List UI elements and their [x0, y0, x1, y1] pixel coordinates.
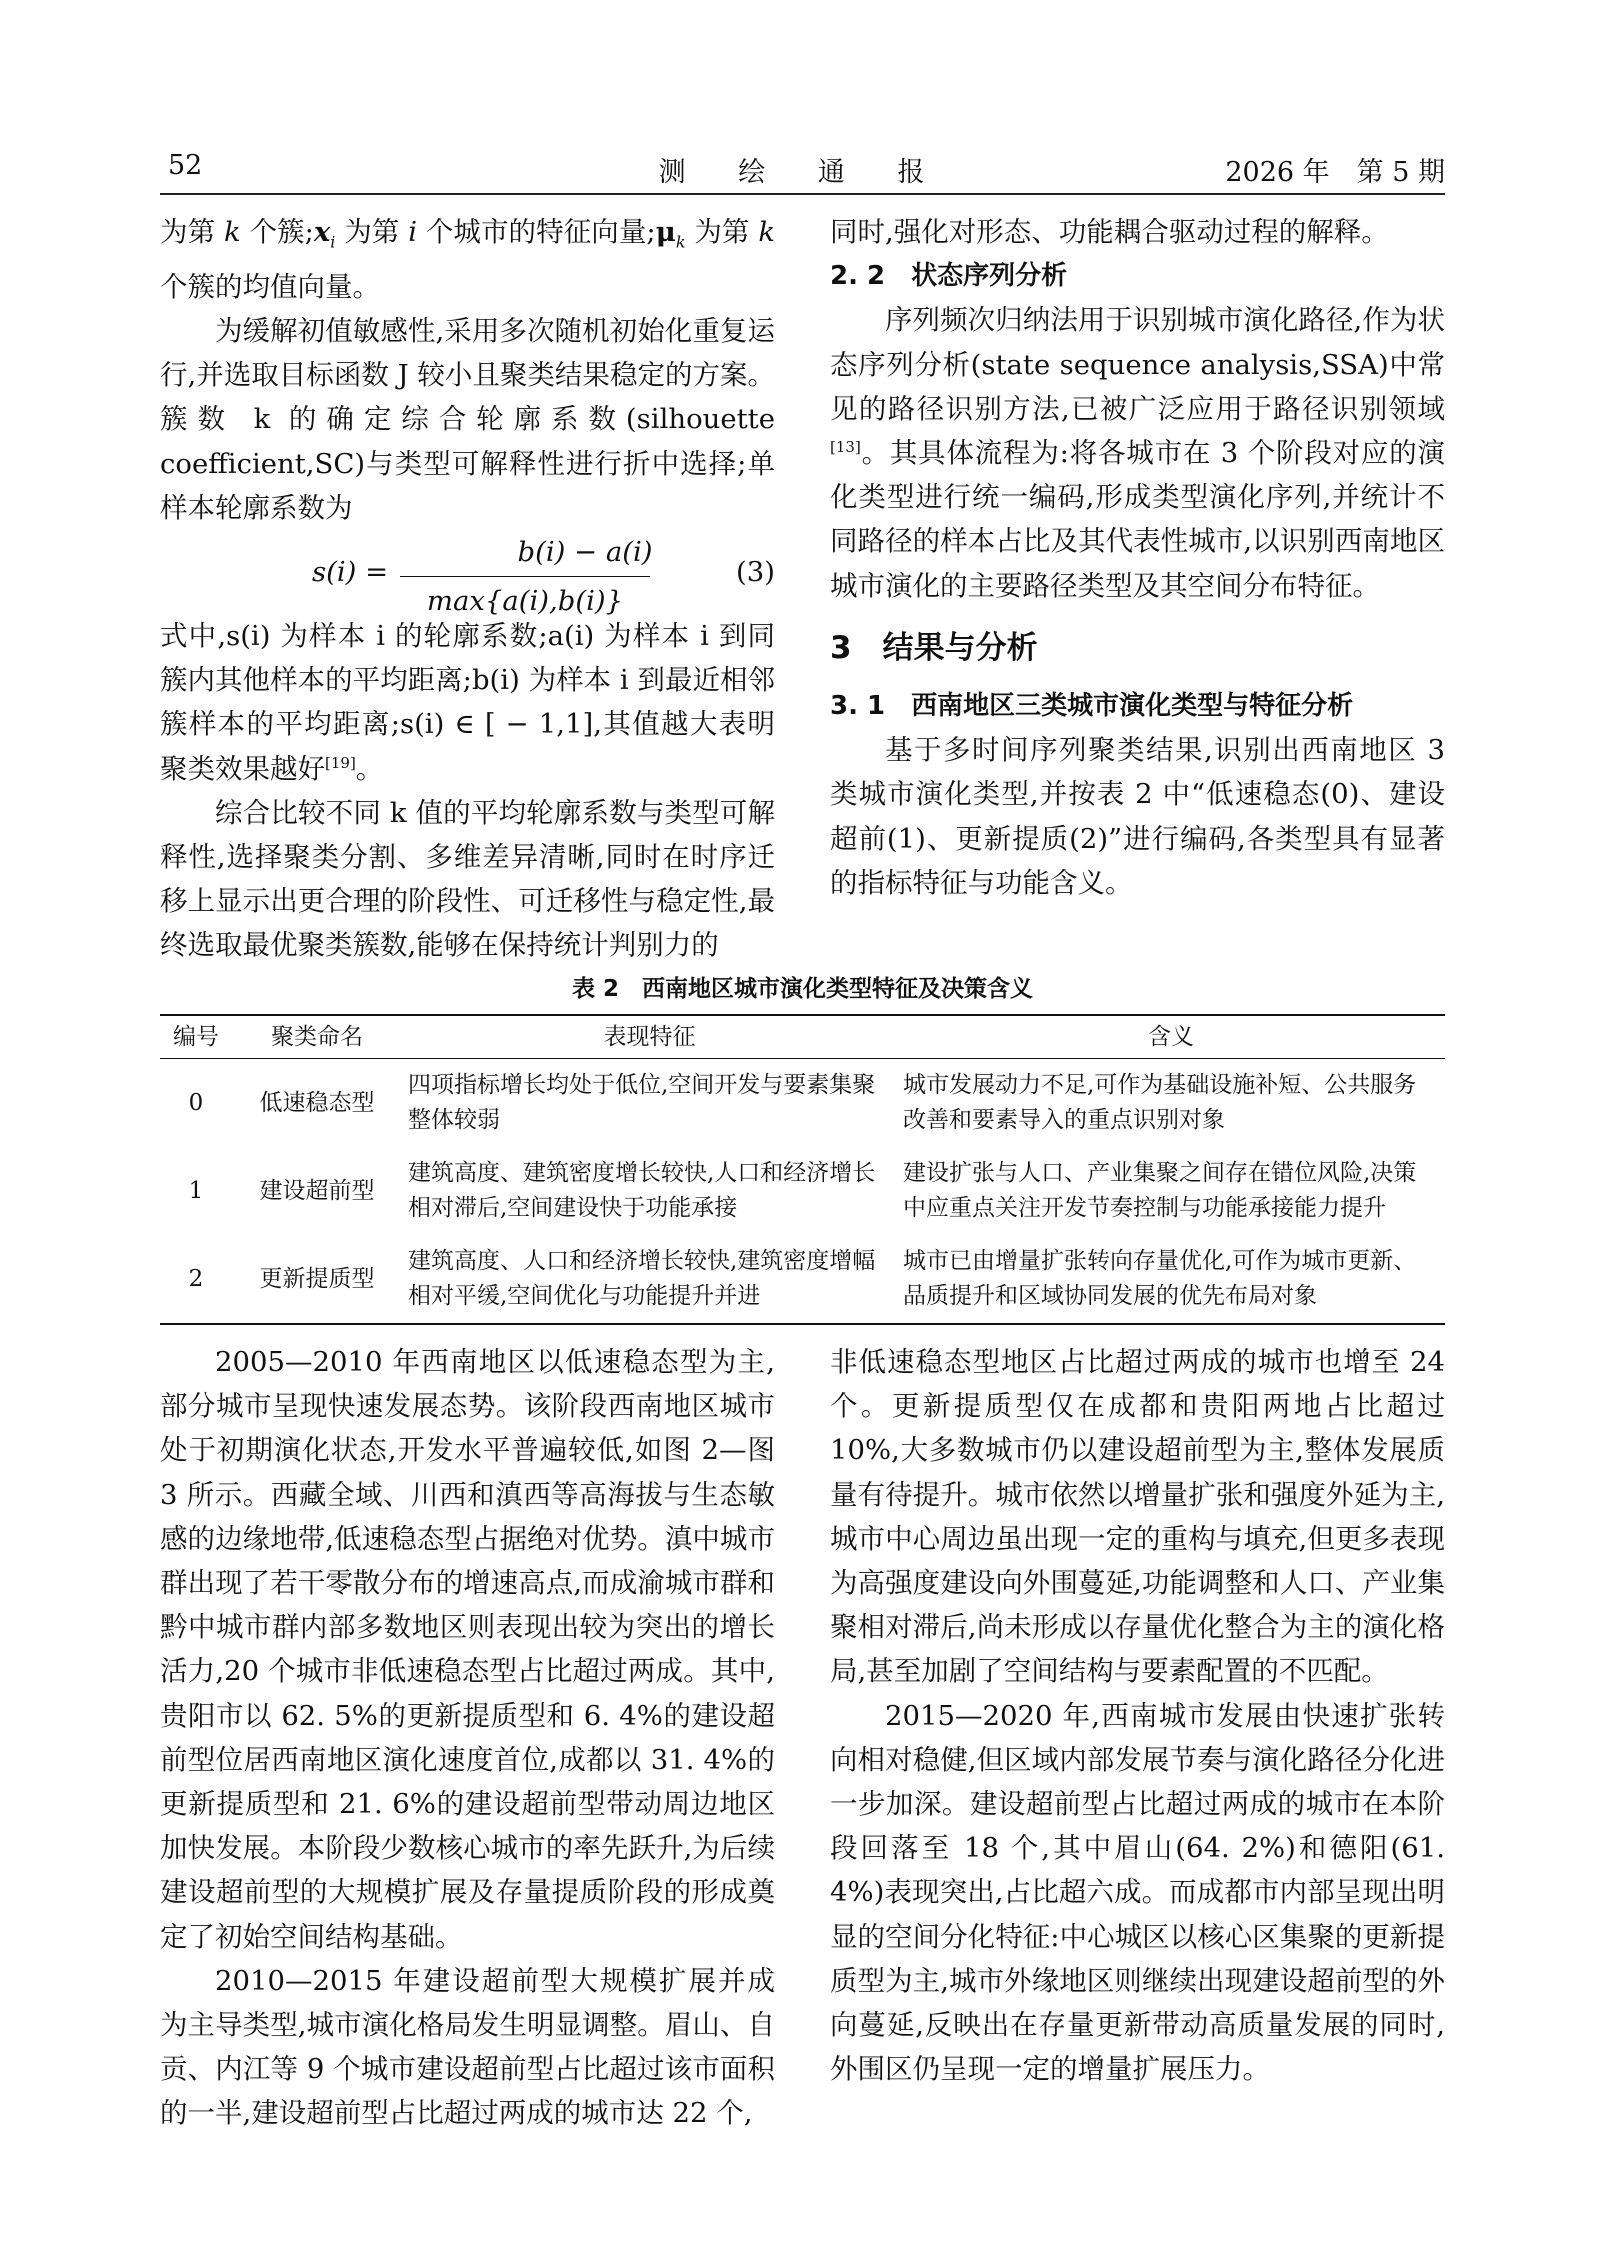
running-header [160, 150, 1445, 190]
section-heading-3-1: 3. 1 西南地区三类城市演化类型与特征分析 [830, 691, 1354, 722]
section-heading-2-2: 2. 2 状态序列分析 [830, 261, 1068, 292]
header-rule [160, 193, 1445, 195]
column-header: 表现特征 [402, 1015, 897, 1059]
issue-label: 2026 年 第 5 期 [1225, 157, 1445, 188]
section-heading-3: 3 结果与分析 [830, 629, 1038, 666]
table-cell-feature: 四项指标增长均处于低位,空间开发与要素集聚整体较弱 [408, 1072, 876, 1133]
paragraph-init-sensitivity: 为缓解初值敏感性,采用多次随机初始化重复运行,并选取目标函数 J 较小且聚类结果稳定的方案。簇数 k 的确定综合轮廓系数(silhouette coefficient,SC)与类型可解释性进行折中选择;单样本轮廓系数为 [160, 314, 775, 524]
table-cell-id: 0 [188, 1089, 204, 1116]
table-row [160, 1235, 1445, 1324]
table-cell-id: 1 [188, 1177, 204, 1204]
table-2 [160, 1014, 1445, 1325]
table-header-row [160, 1015, 1445, 1059]
table-cell-id: 2 [160, 1235, 232, 1324]
paragraph-2010-2015: 2010—2015 年建设超前型大规模扩展并成为主导类型,城市演化格局发生明显调整。眉山、自贡、内江等 9 个城市建设超前型占比超过该市面积的一半,建设超前型占比超过两成的城市达 22 个, [160, 1964, 775, 2130]
table-row [160, 1147, 1445, 1235]
table-cell-feature: 建筑高度、建筑密度增长较快,人口和经济增长相对滞后,空间建设快于功能承接 [408, 1160, 876, 1221]
equation-number: (3) [736, 555, 775, 588]
equation-numerator: b(i) − a(i) [517, 535, 653, 568]
table-cell-name: 更新提质型 [232, 1235, 402, 1324]
table-cell-name: 建设超前型 [259, 1177, 375, 1204]
paragraph-2010-2015-cont: 非低速稳态型地区占比超过两成的城市也增至 24 个。更新提质型仅在成都和贵阳两地占比超过 10%,大多数城市仍以建设超前型为主,整体发展质量有待提升。城市依然以增量扩张和强度外延为主,城市中心周边虽出现一定的重构与填充,但更多表现为高强度建设向外围蔓延,功能调整和人口、产业集聚相对滞后,尚未形成以存量优化整合为主的演化格局,甚至加剧了空间结构与要素配置的不匹配。 [830, 1346, 1445, 1688]
fraction-bar [400, 576, 650, 577]
page-number: 52 [168, 150, 203, 181]
table-cell-meaning: 建设扩张与人口、产业集聚之间存在错位风险,决策中应重点关注开发节奏控制与功能承接能力提升 [903, 1160, 1417, 1221]
column-header: 编号 [160, 1015, 232, 1059]
paragraph-continuation: 同时,强化对形态、功能耦合驱动过程的解释。 [830, 216, 1389, 248]
table-cell-meaning: 城市发展动力不足,可作为基础设施补短、公共服务改善和要素导入的重点识别对象 [903, 1072, 1417, 1133]
citation-13: [13] [830, 437, 861, 456]
paragraph-equation-explain: 式中,s(i) 为样本 i 的轮廓系数;a(i) 为样本 i 到同簇内其他样本的平均距离;b(i) 为样本 i 到最近相邻簇样本的平均距离;s(i) ∈ [ − 1,1],其值越大表明聚类效果越好[19]。 [160, 619, 775, 785]
equation-denominator: max{a(i),b(i)} [426, 585, 624, 618]
column-header: 含义 [897, 1015, 1445, 1059]
right-column-bottom [830, 1340, 1445, 2091]
table-caption: 表 2 西南地区城市演化类型特征及决策含义 [571, 976, 1033, 1002]
paragraph-cluster-def: 为第 k 个簇$;x_i$ 为第 i 个城市的特征向量$;\mu_k$ 为第 k 个簇的均值向量。 [160, 216, 775, 303]
equation-fraction [400, 530, 770, 623]
paragraph-ssa: 序列频次归纳法用于识别城市演化路径,作为状态序列分析(state sequence analysis,SSA)中常见的路径识别方法,已被广泛应用于路径识别领域[13]。其具体流程为:将各城市在 3 个阶段对应的演化类型进行统一编码,形成类型演化序列,并统计不同路径的样本占比及其代表性城市,以识别西南地区城市演化的主要路径类型及其空间分布特征。 [830, 304, 1445, 602]
table-cell-name: 低速稳态型 [259, 1089, 375, 1116]
equation-3 [160, 530, 775, 618]
journal-name: 测 绘 通 报 [658, 157, 947, 188]
column-header: 聚类命名 [232, 1015, 402, 1059]
paragraph-2005-2010: 2005—2010 年西南地区以低速稳态型为主,部分城市呈现快速发展态势。该阶段西南地区城市处于初期演化状态,开发水平普遍较低,如图 2—图 3 所示。西藏全域、川西和滇西等高海拔与生态敏感的边缘地带,低速稳态型占据绝对优势。滇中城市群出现了若干零散分布的增速高点,而成渝城市群和黔中城市群内部多数地区则表现出较为突出的增长活力,20 个城市非低速稳态型占比超过两成。其中,贵阳市以 62. 5%的更新提质型和 6. 4%的建设超前型位居西南地区演化速度首位,成都以 31. 4%的更新提质型和 21. 6%的建设超前型带动周边地区加快发展。本阶段少数核心城市的率先跃升,为后续建设超前型的大规模扩展及存量提质阶段的形成奠定了初始空间结构基础。 [160, 1346, 775, 1953]
paragraph-2015-2020: 2015—2020 年,西南城市发展由快速扩张转向相对稳健,但区域内部发展节奏与演化路径分化进一步加深。建设超前型占比超过两成的城市在本阶段回落至 18 个,其中眉山(64. 2%)和德阳(61. 4%)表现突出,占比超六成。而成都市内部呈现出明显的空间分化特征:中心城区以核心区集聚的更新提质型为主,城市外缘地区则继续出现建设超前型的外向蔓延,反映出在存量更新带动高质量发展的同时,外围区仍呈现一定的增量扩展压力。 [830, 1699, 1445, 2086]
equation-lhs: s(i) = [312, 555, 389, 588]
paragraph-k-selection: 综合比较不同 k 值的平均轮廓系数与类型可解释性,选择聚类分割、多维差异清晰,同时在时序迁移上显示出更合理的阶段性、可迁移性与稳定性,最终选取最优聚类簇数,能够在保持统计判别力的 [160, 796, 775, 962]
left-column-bottom [160, 1340, 775, 2136]
left-column-top [160, 210, 775, 968]
right-column-top [830, 210, 1445, 905]
table-row [160, 1059, 1445, 1148]
table-cell-meaning: 城市已由增量扩张转向存量优化,可作为城市更新、品质提升和区域协同发展的优先布局对象 [897, 1235, 1445, 1324]
citation-19: [19] [325, 753, 356, 772]
table-cell-feature: 建筑高度、人口和经济增长较快,建筑密度增幅相对平缓,空间优化与功能提升并进 [402, 1235, 897, 1324]
paragraph-clustering-result: 基于多时间序列聚类结果,识别出西南地区 3 类城市演化类型,并按表 2 中“低速稳态(0)、建设超前(1)、更新提质(2)”进行编码,各类型具有显著的指标特征与功能含义。 [830, 734, 1445, 899]
